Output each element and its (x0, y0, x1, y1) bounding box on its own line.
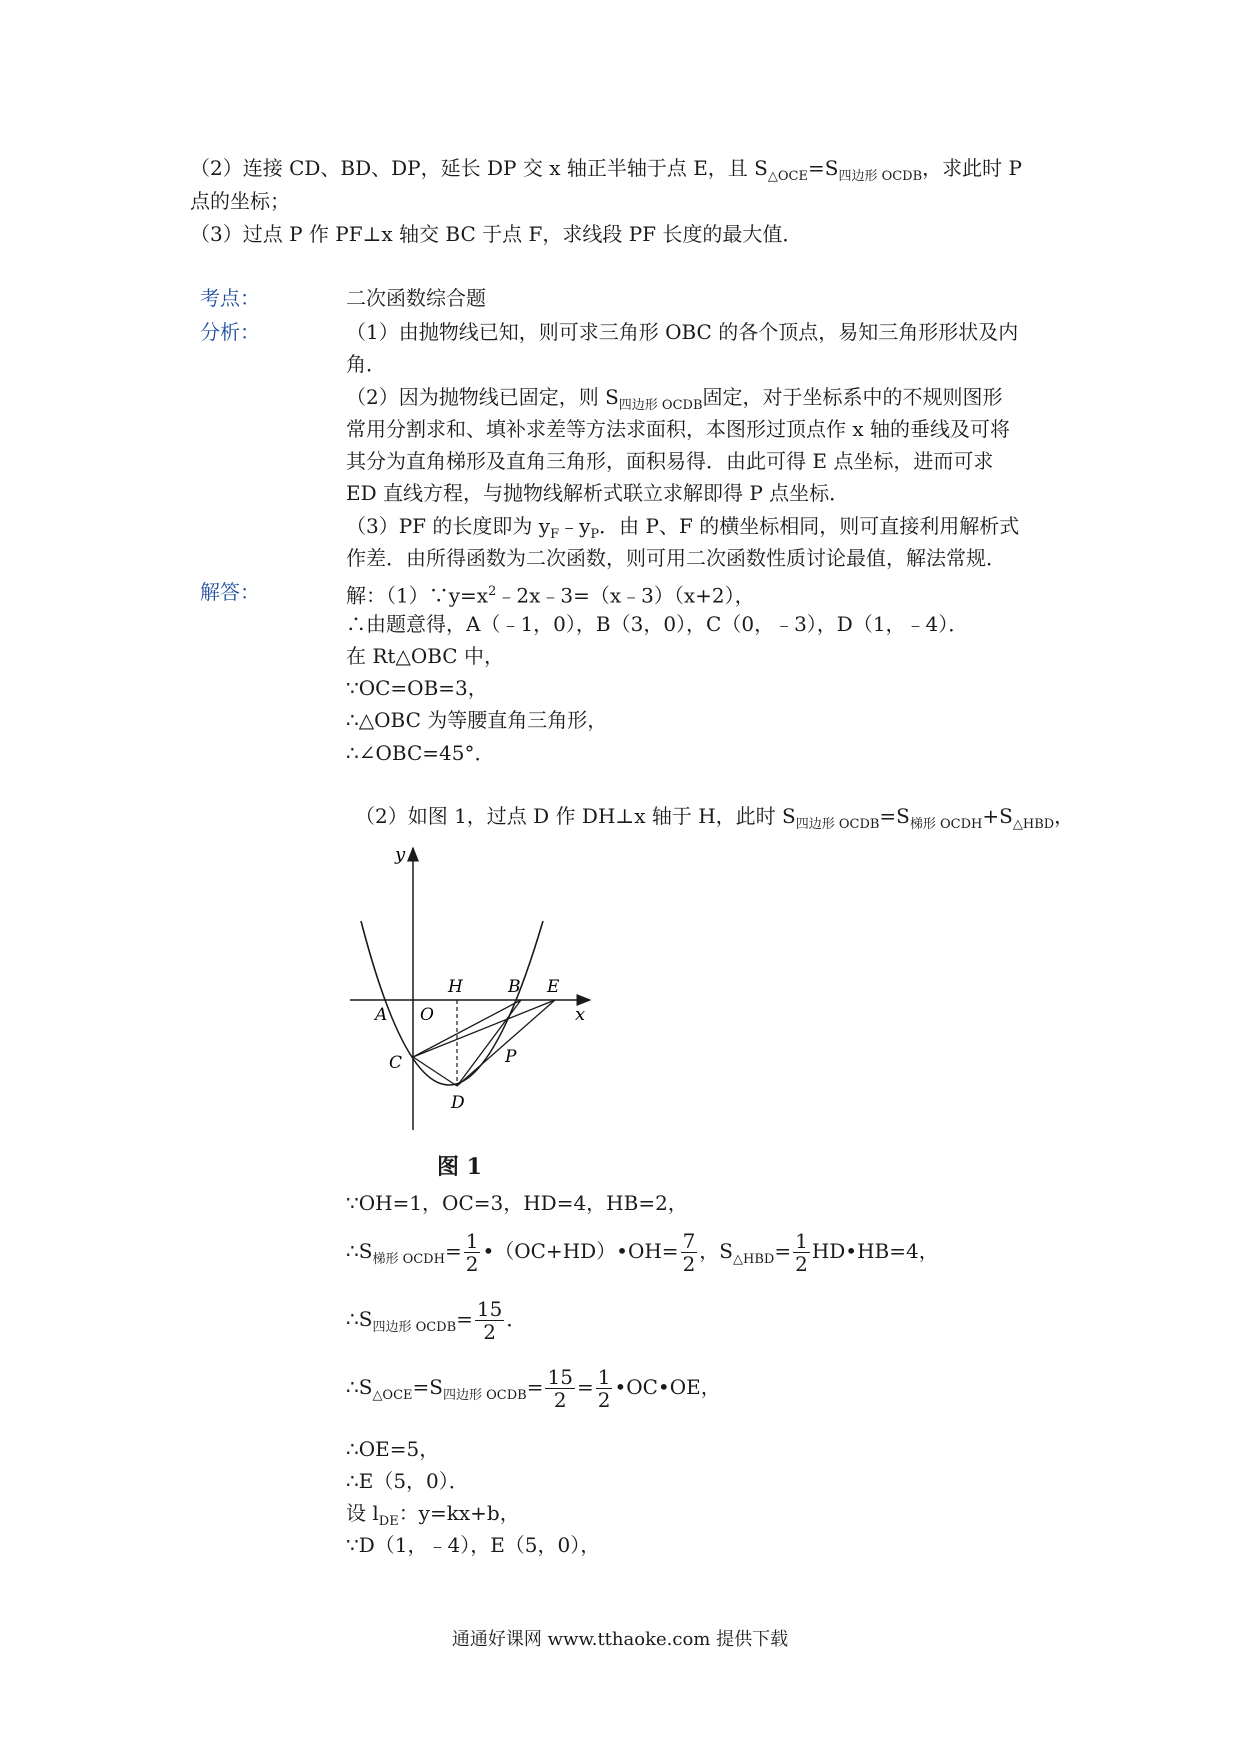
kaodian-text: 二次函数综合题 (346, 286, 486, 310)
analysis-line2: 角． (346, 352, 386, 376)
fraction: $\frac{1}{2}$ (795, 1229, 808, 1276)
analysis-line6: ED 直线方程，与抛物线解析式联立求解即得 P 点坐标． (346, 481, 850, 505)
analysis-line7: （3）PF 的长度即为 $y_F﹣y_P$．由 P、F 的横坐标相同，则可直接利用解析式 (346, 514, 1020, 542)
question-part2-line2: 点的坐标； (190, 189, 290, 213)
solution-line10: $\therefore S_{四边形 OCDB}=$ $\frac{15}{2}$ ． (346, 1297, 527, 1344)
solution-line9: $\therefore S_{梯形 OCDH}=$ $\frac{1}{2}$ •（OC+HD）•OH= $\frac{7}{2}$ ，$S_{\triangle HBD}=$ $\frac{1}{2}$ HD•HB=4， (346, 1229, 939, 1276)
point-label-c: C (389, 1053, 403, 1073)
point-label-d: D (451, 1093, 465, 1113)
analysis-line5: 其分为直角梯形及直角三角形，面积易得．由此可得 E 点坐标，进而可求 (346, 449, 994, 473)
solution-line5: ∴△OBC 为等腰直角三角形， (346, 708, 608, 732)
point-label-h: H (448, 977, 463, 997)
segment-ce (413, 1000, 555, 1057)
solution-line13: ∴E（5，0）． (346, 1469, 469, 1493)
solution-line7: （2）如图 1，过点 D 作 DH⊥x 轴于 H，此时 $S_{四边形 OCDB}=S_{梯形 OCDH}+S_{\triangle HBD}$， (355, 804, 1075, 832)
point-label-o: O (420, 1005, 434, 1025)
solution-line14: 设 $l_{DE}$：y=kx+b， (346, 1501, 520, 1529)
question-part2-line1: （2）连接 CD、BD、DP，延长 DP 交 x 轴正半轴于点 E，且 $S_{\triangle OCE}=S_{四边形 OCDB}$，求此时 P (190, 156, 1022, 184)
figure-caption: 图 1 (437, 1154, 482, 1180)
solution-line11: $\therefore S_{\triangle OCE}=S_{四边形 OCDB}=$ $\frac{15}{2}$ = $\frac{1}{2}$ •OC•OE， (346, 1365, 721, 1412)
fraction: $\frac{15}{2}$ (547, 1365, 573, 1412)
solution-line8: ∵OH=1，OC=3，HD=4，HB=2， (346, 1191, 688, 1215)
analysis-line3: （2）因为抛物线已固定，则 $S_{四边形 OCDB}$固定，对于坐标系中的不规则图形 (346, 385, 1003, 413)
analysis-line1: （1）由抛物线已知，则可求三角形 OBC 的各个顶点，易知三角形形状及内 (346, 320, 1019, 344)
point-label-e: E (547, 977, 560, 997)
question-part3: （3）过点 P 作 PF⊥x 轴交 BC 于点 F，求线段 PF 长度的最大值． (190, 222, 803, 246)
solution-line12: ∴OE=5， (346, 1437, 440, 1461)
segment-de (457, 1000, 555, 1086)
axis-label-y: y (395, 844, 406, 865)
point-label-b: B (508, 977, 521, 997)
solution-line3: 在 Rt△OBC 中， (346, 644, 504, 668)
segment-db (457, 1000, 521, 1086)
analysis-line4: 常用分割求和、填补求差等方法求面积，本图形过顶点作 x 轴的垂线及可将 (346, 417, 1010, 441)
solution-line1: 解：$(1)\because y=x^2﹣2x﹣3=(x﹣3)(x+2)$， (346, 583, 755, 608)
point-label-a: A (375, 1005, 388, 1025)
solution-line15: ∵D（1，﹣4），E（5，0）， (346, 1533, 601, 1557)
fraction: $\frac{1}{2}$ (465, 1229, 479, 1276)
fraction: $\frac{15}{2}$ (476, 1297, 503, 1344)
fraction: $\frac{7}{2}$ (682, 1229, 696, 1276)
solution-line4: ∵OC=OB=3， (346, 676, 488, 700)
axis-label-x: x (575, 1004, 586, 1025)
label-fenxi: 分析： (200, 320, 260, 344)
solution-line2: ∴由题意得，A（﹣1，0），B（3，0），C（0，﹣3），D（1，﹣4）． (346, 612, 969, 636)
page-footer: 通通好课网 www.tthaoke.com 提供下载 (451, 1629, 789, 1650)
point-label-p: P (505, 1047, 517, 1067)
solution-line6: ∴∠OBC=45°． (346, 741, 495, 765)
analysis-line8: 作差．由所得函数为二次函数，则可用二次函数性质讨论最值，解法常规． (346, 546, 1006, 570)
label-jieda: 解答： (200, 580, 260, 604)
parabola-figure (345, 840, 605, 1140)
label-kaodian: 考点： (200, 286, 260, 310)
fraction: $\frac{1}{2}$ (597, 1365, 611, 1412)
